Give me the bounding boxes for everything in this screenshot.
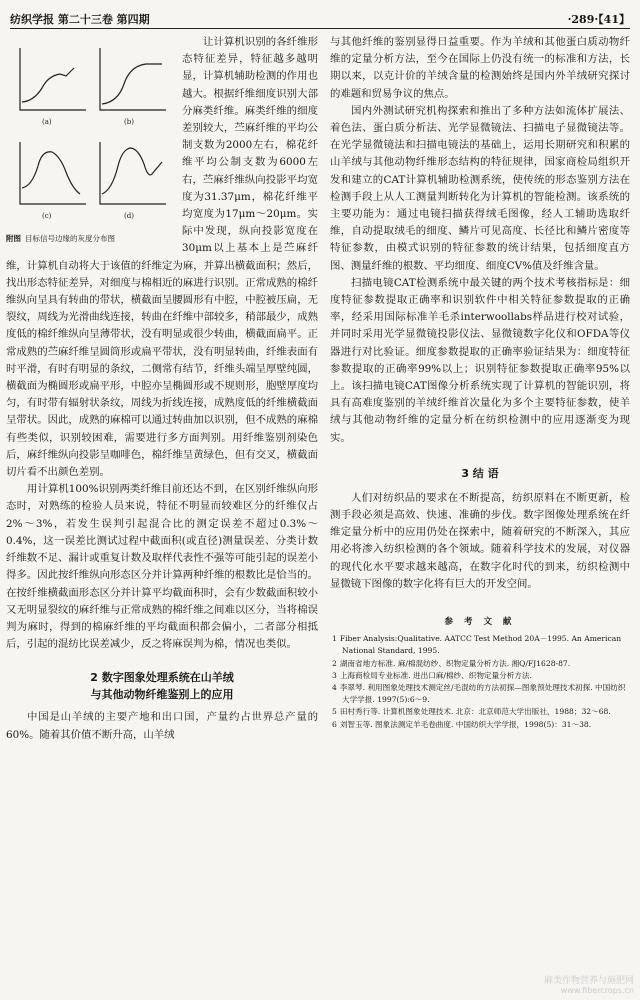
header-rule: [10, 28, 630, 29]
panel-label-a: (a): [42, 118, 52, 126]
figure-panel-b: [100, 48, 166, 110]
figure-graphic: [14, 38, 174, 230]
watermark-url: www.fibercrops.cn: [560, 986, 634, 995]
right-column: [330, 34, 630, 992]
reference-item: [330, 633, 630, 657]
paragraph: 与其他纤维的鉴别显得日益重要。作为羊绒和其他蛋白质动物纤维的定量分析方法，至今在国际上仍没有统一的标准和方法，长期以来，以克计价的羊绒含量的检测始终是国内外羊绒研究探讨的难题和贸易争议的焦点。: [330, 36, 630, 100]
references-title: 参 考 文 献: [444, 617, 516, 628]
reference-text: 上海商检局专业标准. 进出口麻/棉纱、织物定量分析方法.: [339, 670, 532, 680]
paragraph: 人们对纺织品的要求在不断提高，纺织原料在不断更新，检测手段必须是高效、快速、准确的步伐。数字图像处理系统在纤维定量分析中的应用仍处在探索中，随着研究的不断深入，其应用必将渗入纺织检测的各个领域。随着科学技术的发展，对仪器的现代化水平要求越来越高，在数字化时代的到来，纺织检测中显微镜下图像的数字化将有巨大的开发空间。: [330, 491, 630, 590]
panel-label-d: (d): [124, 212, 134, 220]
figure-caption-text: 目标信号边缘的灰度分布图: [25, 234, 115, 243]
reference-item: [330, 719, 630, 731]
watermark: [544, 976, 634, 996]
figure-panel-c: [20, 142, 86, 204]
section-heading-line: 2 数字图象处理系统在山羊绒: [90, 671, 234, 685]
section-heading: [6, 669, 318, 703]
journal-title: 纺织学报 第二十三卷 第四期: [10, 13, 150, 26]
paragraph: 扫描电镜CAT检测系统中最关键的两个技术考核指标是：细度特征参数提取正确率和识别软件中相关特征参数提取的正确率，经采用国际标准羊毛杀interwoollabs样品进行校对试验，并同时采用光学显微镜投影仪法、显微镜数字化仪和OFDA等仪器进行对比验证。细度参数提取的正确率验证结果为：细度特征参数提取的正确率99%以上；识别特征参数提取正确率95%以上。该扫描电镜CAT图像分析系统实现了计算机的智能识别，将具有高难度鉴别的羊绒纤维首次量化为多个主要特征参数，使羊绒与其他动物纤维的定量分析在纺织检测中的应用逐渐变为现实。: [330, 276, 630, 444]
reference-number: 5: [332, 707, 337, 717]
reference-text: 李翠琴. 利用图象处理技术测定丝/毛混纺的方法初探—图象预处理技术初探. 中国纺织大学学报. 1997(5):6～9.: [339, 682, 626, 705]
reference-list: [330, 633, 630, 731]
page-number: ·289·【41】: [567, 13, 630, 26]
reference-number: 1: [332, 634, 337, 644]
paragraph: 用计算机100%识别两类纤维目前还达不到，在区别纤维纵向形态时，对熟练的检验人员来说，特征不明显而较难区分的纤维仅占2%～3%，若发生误判引起混合比的测定误差不超过0.3%～0.4%，这一误差比测试过程中截面积(或直径)测量误差、分类计数纤维数不足、漏计或重复计数及取样代表性不强等可能引起的误差小得多。因此按纤维纵向形态区分并计算两种纤维的根数比是恰当的。在按纤维横截面形态区分并计算平均截面积时，会有少数截面积较小又无明显裂纹的麻纤维与正常成熟的棉纤维之间难以区分，当将棉误判为麻时，得到的棉麻纤维的平均截面积都会偏小，二者部分相抵后，引起的混纺比误差减少，反之将麻误判为棉，情况也类似。: [6, 483, 318, 651]
panel-label-c: (c): [42, 212, 52, 220]
reference-item: [330, 706, 630, 718]
running-header: [10, 8, 630, 30]
reference-text: Fiber Analysis:Qualitative. AATCC Test Method 20A－1995. An American National Standard, 1995.: [339, 634, 622, 656]
paragraph: 中国是山羊绒的主要产地和出口国，产量约占世界总产量的60%。随着其价值不断升高，山羊绒: [6, 711, 318, 741]
section-heading: 3 结 语: [461, 466, 499, 480]
figure: [6, 34, 174, 246]
reference-item: [330, 658, 630, 670]
panel-label-b: (b): [124, 118, 134, 126]
reference-number: 4: [332, 682, 337, 692]
reference-item: [330, 670, 630, 682]
reference-number: 2: [332, 658, 337, 668]
reference-number: 3: [332, 670, 337, 680]
figure-panel-a: [20, 48, 86, 110]
section-heading-line: 与其他动物纤维鉴别上的应用: [90, 688, 234, 702]
left-column: [6, 34, 318, 992]
figure-caption-label: 附图: [6, 234, 21, 243]
reference-item: [330, 682, 630, 706]
paragraph: 国内外测试研究机构探索和推出了多种方法如流体扩展法、着色法、蛋白质分析法、光学显微镜法、扫描电子显微镜法等。在光学显微镜法和扫描电镜法的基础上，运用长期研究和积累的山羊绒与其他动物纤维形态结构的特征规律，国家商检局组织开发和建立的CAT计算机辅助检测系统，使传统的形态鉴别方法在检测手段上从人工测量判断转化为计算机的智能检测。该系统的主要功能为：通过电镜扫描获得绒毛图像，经人工辅助选取纤维，自动提取绒毛的细度、鳞片可见高度、长径比和鳞片密度等特征参数，由模式识别的特征参数的统计结果，包括细度直方图、测量纤维的根数、平均细度、细度CV%值及纤维含量。: [330, 104, 630, 272]
paragraph: 让计算机识别的各纤维形态特征差异，特征越多越明显，计算机辅助检测的作用也越大。根据纤维细度识别大部分麻类纤维。麻类纤维的细度差别较大，苎麻纤维的平均公制支数为2000左右，棉花纤维平均公制支数为6000左右，苎麻纤维纵向投影平均宽度为31.37μm，棉花纤维平均宽度为17μm～20μm。实际中发现，纵向投影宽度在30μm以上基本上是苎麻纤维，计算机自动将大于该值的纤维定为麻，并算出横截面积；然后，找出形态特征差异，对细度与棉相近的麻进行识别。正常成熟的棉纤维纵向呈具有转曲的带状，横截面呈腰圆形有中腔，中腔被压扁，无裂纹，周线为光滑曲线连接，转曲在纤维中部较多，稍部最少，成熟度低的棉纤维纵向呈薄带状，没有明显或很少转曲，横截面扁平。正常成熟的苎麻纤维呈圆筒形或扁平带状，没有明显转曲，纤维表面有时平滑，有时有明显的条纹，二侧常有结节，纤维头端呈厚壁纯圆，横截面为椭圆形或扁平形，中腔亦呈椭圆形或不规则形，胞壁厚度均匀，有时带有辐射状条纹，周线为折线连接，成熟度低的纤维横截面呈带状。因此，成熟的麻棉可以通过转曲加以识别，但不成熟的麻棉有些类似，识别较困难，需要进行多方面判别。用纤维鉴别剂染色后，麻纤维纵向投影呈咖啡色，棉纤维呈黄绿色，但有交叉，横截面切片看不出颜色差别。: [6, 36, 318, 479]
watermark-site-name: 麻类作物营养与施肥网: [543, 976, 634, 986]
reference-text: 田村秀行等. 计算机图象处理技术. 北京：北京师范大学出版社，1988；32～68.: [339, 707, 611, 717]
figure-caption: [6, 234, 174, 244]
reference-text: 湖南省地方标准. 麻/棉混纺纱、织物定量分析方法. 湘Q/FJ1628-87.: [339, 658, 571, 668]
reference-text: 刘智玉等. 图象法测定羊毛卷曲度. 中国纺织大学学报，1998(5)：31～38.: [339, 719, 592, 729]
reference-number: 6: [332, 719, 337, 729]
figure-panel-d: [100, 142, 166, 204]
